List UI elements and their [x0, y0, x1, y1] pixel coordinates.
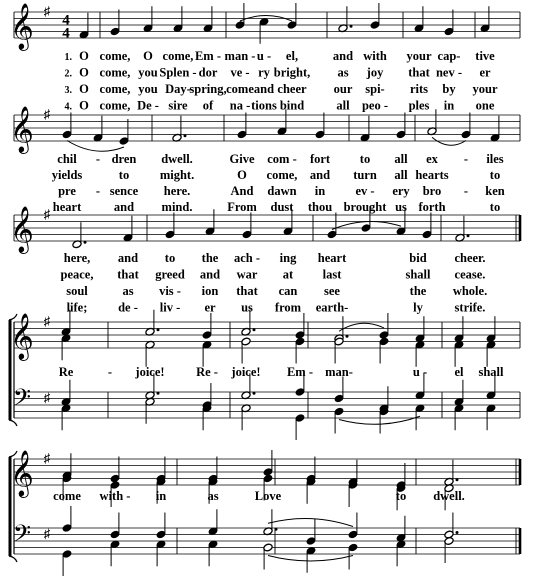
quarter-note — [348, 481, 358, 507]
key-signature-sharp-icon: ♯ — [43, 206, 51, 222]
lyric-syllable: whole. — [452, 284, 488, 298]
slur — [339, 323, 384, 331]
lyric-syllable: in — [155, 489, 167, 503]
augmentation-dot — [467, 234, 470, 237]
quarter-note — [396, 516, 406, 542]
half-note — [338, 6, 348, 32]
quarter-note — [62, 506, 72, 532]
augmentation-dot — [275, 528, 278, 531]
augmentation-dot — [157, 328, 160, 331]
lyric-syllable: Give — [229, 152, 255, 166]
lyric-syllable: chil — [57, 152, 77, 166]
lyric-syllable: liv - — [159, 300, 181, 315]
bracket-hook — [9, 556, 17, 562]
quarter-note — [259, 17, 269, 43]
lyric-syllable: ex — [426, 152, 438, 166]
lyric-syllable: mind. — [161, 200, 193, 214]
bracket-hook — [9, 420, 17, 426]
lyric-syllable: el — [454, 365, 464, 379]
quarter-note — [454, 404, 464, 430]
quarter-note — [315, 113, 325, 139]
lyric-syllable: to — [395, 489, 407, 503]
slur — [67, 141, 124, 152]
lyric-syllable: O — [79, 98, 89, 113]
lyric-syllable: turn — [353, 168, 377, 182]
lyric-syllable: - — [95, 184, 101, 198]
lyric-syllable: ry — [258, 65, 270, 80]
lyric-syllable: pre — [58, 184, 76, 198]
lyric-syllable: life; — [66, 300, 88, 315]
quarter-note — [295, 337, 305, 363]
lyric-syllable: the — [409, 284, 427, 298]
treble-clef-icon: 𝄞 — [10, 106, 34, 152]
lyric-syllable: Em - — [194, 49, 222, 63]
quarter-note — [490, 116, 500, 142]
quarter-note — [444, 10, 454, 36]
quarter-note — [277, 109, 287, 135]
lyric-syllable: and — [253, 82, 275, 96]
lyric-syllable: shall — [405, 267, 431, 282]
lyric-syllable: bro — [422, 184, 442, 198]
lyric-syllable: here, — [63, 251, 91, 265]
quarter-note — [454, 316, 464, 342]
quarter-note — [202, 313, 212, 339]
lyric-syllable: with - — [99, 489, 131, 503]
lyric-syllable: might. — [159, 168, 195, 182]
lyric-syllable: come — [226, 82, 254, 96]
lyric-syllable: you — [138, 65, 158, 80]
lyric-syllable: sire — [168, 98, 188, 113]
quarter-note — [143, 6, 153, 32]
lyric-syllable: of — [202, 98, 214, 113]
lyric-syllable: that — [117, 267, 139, 282]
lyric-syllable: at — [282, 267, 294, 282]
lyric-syllable: greed — [155, 267, 185, 282]
quarter-note — [208, 509, 218, 535]
quarter-note — [486, 316, 496, 342]
lyric-syllable: to — [118, 168, 130, 182]
lyric-syllable: us — [395, 200, 407, 214]
lyric-syllable: Re — [58, 365, 74, 379]
lyric-syllable: com - — [267, 152, 297, 166]
lyric-syllable: spi- — [365, 82, 385, 96]
quarter-note — [454, 380, 464, 406]
lyric-syllable: bind — [279, 98, 305, 113]
lyric-syllable: ples — [408, 98, 430, 113]
bass-clef-icon: 𝄢 — [12, 521, 32, 553]
lyric-syllable: man - — [224, 49, 256, 63]
lyric-syllable: one — [475, 98, 495, 113]
quarter-note — [295, 414, 305, 440]
verse-number: 2. — [64, 68, 72, 80]
augmentation-dot — [84, 241, 87, 244]
quarter-note — [110, 513, 120, 539]
lyric-syllable: ery — [392, 184, 410, 198]
quarter-note — [202, 404, 212, 430]
augmentation-dot — [157, 392, 160, 395]
lyric-syllable: joice! — [135, 365, 165, 379]
quarter-note — [110, 10, 120, 36]
half-note — [72, 222, 82, 248]
augmentation-dot — [456, 478, 459, 481]
quarter-note — [208, 540, 218, 566]
lyric-syllable: - — [463, 184, 469, 198]
lyric-syllable: joice! — [231, 365, 261, 379]
lyric-syllable: el, — [285, 49, 299, 63]
lyric-syllable: de - — [118, 300, 138, 315]
lyric-syllable: Splen - — [159, 65, 197, 80]
quarter-note — [79, 13, 89, 39]
quarter-note — [61, 380, 71, 406]
quarter-note — [242, 213, 252, 239]
time-signature — [62, 13, 70, 42]
staff-system-3 — [14, 215, 520, 241]
slur — [339, 416, 420, 424]
lyric-syllable: cap- — [437, 49, 461, 63]
lyric-syllable: shall — [478, 365, 504, 379]
lyric-syllable: ing — [279, 251, 297, 265]
lyric-syllable: come, — [266, 168, 298, 182]
lyric-syllable: and — [309, 168, 331, 182]
lyric-syllable: all — [336, 98, 350, 113]
quarter-note — [422, 213, 432, 239]
lyric-syllable: dawn — [267, 184, 297, 198]
augmentation-dot — [456, 531, 459, 534]
half-note — [145, 310, 155, 336]
lyric-syllable: see — [324, 284, 340, 298]
quarter-note — [379, 337, 389, 363]
lyric-syllable: sence — [109, 184, 139, 198]
quarter-note — [414, 6, 424, 32]
verse-number: 4. — [64, 101, 72, 113]
lyric-syllable: from — [274, 300, 302, 315]
quarter-note — [263, 450, 273, 476]
quarter-note — [396, 113, 406, 139]
lyric-syllable: ve - — [230, 65, 250, 80]
lyric-syllable: ly — [413, 300, 423, 315]
lyric-syllable: Love — [254, 489, 282, 503]
lyric-syllable: iles — [486, 152, 504, 166]
quarter-note — [306, 477, 316, 503]
slur — [268, 518, 353, 526]
lyric-syllable: that — [408, 65, 430, 80]
half-note — [444, 460, 454, 486]
quarter-note — [202, 340, 212, 366]
lyric-syllable: ev - — [355, 184, 375, 198]
lyric-syllable: tions — [251, 98, 277, 113]
staff-system-2 — [14, 115, 520, 141]
lyric-syllable: Re - — [196, 365, 218, 379]
lyric-syllable: hearts — [415, 168, 449, 182]
treble-clef-icon: 𝄞 — [10, 3, 34, 49]
quarter-note — [61, 334, 71, 360]
lyric-syllable: cheer. — [454, 251, 486, 265]
lyric-syllable: - — [95, 152, 101, 166]
quarter-note — [306, 546, 316, 572]
quarter-note — [203, 6, 213, 32]
lyric-syllable: dren — [111, 152, 137, 166]
quarter-note — [173, 6, 183, 32]
half-note — [145, 397, 155, 423]
lyric-syllable: that — [236, 284, 258, 298]
quarter-note — [93, 116, 103, 142]
lyric-syllable: come — [53, 489, 81, 503]
lyric-syllable: and — [113, 200, 135, 214]
quarter-note — [165, 213, 175, 239]
lyric-syllable: ach - — [233, 251, 261, 265]
half-note — [427, 109, 437, 135]
quarter-note — [119, 119, 129, 145]
half-note — [444, 513, 454, 539]
lyric-syllable: na - — [229, 98, 251, 113]
lyric-syllable: ion — [201, 284, 219, 298]
lyric-syllable: dwell. — [433, 489, 465, 503]
lyric-syllable: heart — [317, 251, 347, 265]
half-note — [455, 216, 465, 242]
half-note — [241, 404, 251, 430]
quarter-note — [156, 540, 166, 566]
lyric-syllable: - — [463, 152, 469, 166]
quarter-note — [306, 519, 316, 545]
lyric-syllable: with — [363, 49, 387, 63]
lyric-syllable: your — [406, 49, 432, 63]
quarter-note — [205, 209, 215, 235]
lyric-syllable: forth — [418, 200, 446, 214]
refrain-system-1-bass-staff — [14, 392, 520, 418]
lyric-syllable: soul — [66, 284, 88, 298]
half-note — [145, 340, 155, 366]
quarter-note — [396, 540, 406, 566]
key-signature-sharp-icon: ♯ — [43, 313, 51, 329]
lyric-syllable: can — [278, 284, 298, 298]
verse-number: 1. — [64, 52, 72, 63]
augmentation-dot — [350, 25, 353, 28]
time-sig-top: 4 — [62, 12, 70, 29]
quarter-note — [110, 540, 120, 566]
bass-clef-icon: 𝄢 — [12, 385, 32, 417]
lyric-syllable: as — [207, 489, 219, 503]
quarter-note — [415, 316, 425, 342]
lyric-syllable: all — [394, 168, 408, 182]
lyric-syllable: us — [241, 300, 253, 315]
lyric-syllable: bright, — [273, 65, 311, 80]
lyric-syllable: O — [79, 82, 89, 96]
half-note — [172, 116, 182, 142]
lyric-syllable: as — [337, 65, 349, 80]
lyric-syllable: O — [79, 49, 89, 63]
treble-clef-icon: 𝄞 — [10, 313, 34, 359]
lyric-syllable: From — [227, 200, 257, 214]
augmentation-dot — [253, 328, 256, 331]
lyric-syllable: And — [230, 184, 254, 198]
lyric-syllable: vis - — [159, 284, 181, 298]
lyric-syllable: O — [143, 49, 153, 63]
augmentation-dot — [253, 392, 256, 395]
lyric-syllable: come, — [162, 49, 194, 63]
quarter-note — [327, 213, 337, 239]
lyric-syllable: cease. — [454, 267, 486, 282]
quarter-note — [295, 313, 305, 339]
quarter-note — [110, 457, 120, 483]
treble-clef-icon: 𝄞 — [10, 450, 34, 496]
key-signature-sharp-icon: ♯ — [43, 526, 51, 541]
lyric-syllable: ken — [485, 184, 505, 198]
lyric-syllable: rits — [409, 82, 429, 96]
lyric-syllable: peace, — [60, 267, 94, 282]
lyric-syllable: yields — [51, 168, 83, 182]
lyric-syllable: and — [332, 49, 354, 63]
refrain-system-1-treble-staff — [14, 322, 520, 348]
lyric-syllable: heart — [52, 200, 82, 214]
lyric-syllable: bid — [409, 251, 427, 265]
lyric-syllable: earth- — [315, 300, 349, 315]
quarter-note — [123, 216, 133, 242]
lyric-syllable: dwell. — [161, 152, 193, 166]
lyric-syllable: in — [443, 98, 455, 113]
lyric-syllable: come, — [99, 49, 131, 63]
lyric-syllable: u - — [412, 365, 428, 379]
quarter-note — [379, 407, 389, 433]
lyric-syllable: u - — [256, 49, 272, 63]
quarter-note — [370, 3, 380, 29]
quarter-note — [62, 113, 72, 139]
lyric-syllable: - — [107, 365, 113, 379]
treble-clef-icon: 𝄞 — [10, 206, 34, 252]
quarter-note — [454, 340, 464, 366]
lyric-syllable: O — [79, 65, 89, 80]
lyric-syllable: cheer — [277, 82, 307, 96]
lyric-syllable: the — [201, 251, 219, 265]
key-signature-sharp-icon: ♯ — [43, 450, 51, 466]
lyric-syllable: thou — [307, 200, 333, 214]
quarter-note — [480, 6, 490, 32]
lyric-syllable: to — [164, 251, 176, 265]
lyric-syllable: De - — [137, 98, 159, 113]
lyric-syllable: and — [199, 267, 221, 282]
lyric-syllable: all — [394, 152, 408, 166]
quarter-note — [486, 404, 496, 430]
lyric-syllable: joy — [366, 65, 384, 80]
lyric-syllable: as — [122, 284, 134, 298]
quarter-note — [334, 377, 344, 403]
lyric-syllable: Em - — [286, 365, 314, 379]
quarter-note — [156, 513, 166, 539]
lyric-syllable: dust — [270, 200, 294, 214]
lyric-syllable: strife. — [454, 300, 486, 315]
lyric-syllable: in — [314, 184, 326, 198]
lyric-syllable: to — [359, 152, 371, 166]
lyric-syllable: nev - — [435, 65, 463, 80]
lyric-syllable: come, — [99, 65, 131, 80]
lyric-syllable: here. — [163, 184, 191, 198]
quarter-note — [61, 404, 71, 430]
lyric-syllable: our — [333, 82, 353, 96]
lyric-syllable: er — [204, 300, 216, 315]
lyric-syllable: by — [442, 82, 456, 96]
lyric-syllable: come, — [99, 98, 131, 113]
quarter-note — [62, 550, 72, 576]
half-note — [334, 337, 344, 363]
lyric-syllable: and — [117, 251, 139, 265]
lyric-syllable: tive — [475, 49, 495, 63]
half-note — [241, 337, 251, 363]
lyric-syllable: war — [236, 267, 258, 282]
quarter-note — [237, 113, 247, 139]
lyric-syllable: man- — [325, 365, 353, 379]
lyric-syllable: your — [472, 82, 498, 96]
lyric-syllable: last — [322, 267, 342, 282]
key-signature-sharp-icon: ♯ — [43, 390, 51, 405]
lyric-syllable: to — [489, 168, 501, 182]
quarter-note — [486, 340, 496, 366]
quarter-note — [461, 113, 471, 139]
lyric-syllable: peo - — [361, 98, 389, 113]
verse-number: 3. — [64, 85, 72, 96]
key-signature-sharp-icon: ♯ — [43, 106, 51, 122]
lyric-syllable: O — [237, 168, 247, 182]
key-signature-sharp-icon: ♯ — [43, 3, 51, 19]
quarter-note — [287, 3, 297, 29]
lyric-syllable: come, — [99, 82, 131, 96]
lyric-syllable: brought — [343, 200, 387, 214]
augmentation-dot — [346, 335, 349, 338]
half-note — [444, 537, 454, 563]
quarter-note — [235, 3, 245, 29]
lyric-syllable: you — [138, 82, 158, 96]
lyric-syllable: to — [489, 200, 501, 214]
lyric-syllable: dor — [198, 65, 218, 80]
lyric-syllable: fort — [309, 152, 331, 166]
quarter-note — [360, 116, 370, 142]
lyric-syllable: spring, — [189, 82, 227, 96]
augmentation-dot — [184, 134, 187, 137]
slur — [268, 556, 353, 562]
time-sig-bottom: 4 — [62, 25, 70, 42]
lyric-syllable: er — [479, 65, 491, 80]
lyric-syllable: Day- — [165, 82, 191, 96]
quarter-note — [415, 340, 425, 366]
